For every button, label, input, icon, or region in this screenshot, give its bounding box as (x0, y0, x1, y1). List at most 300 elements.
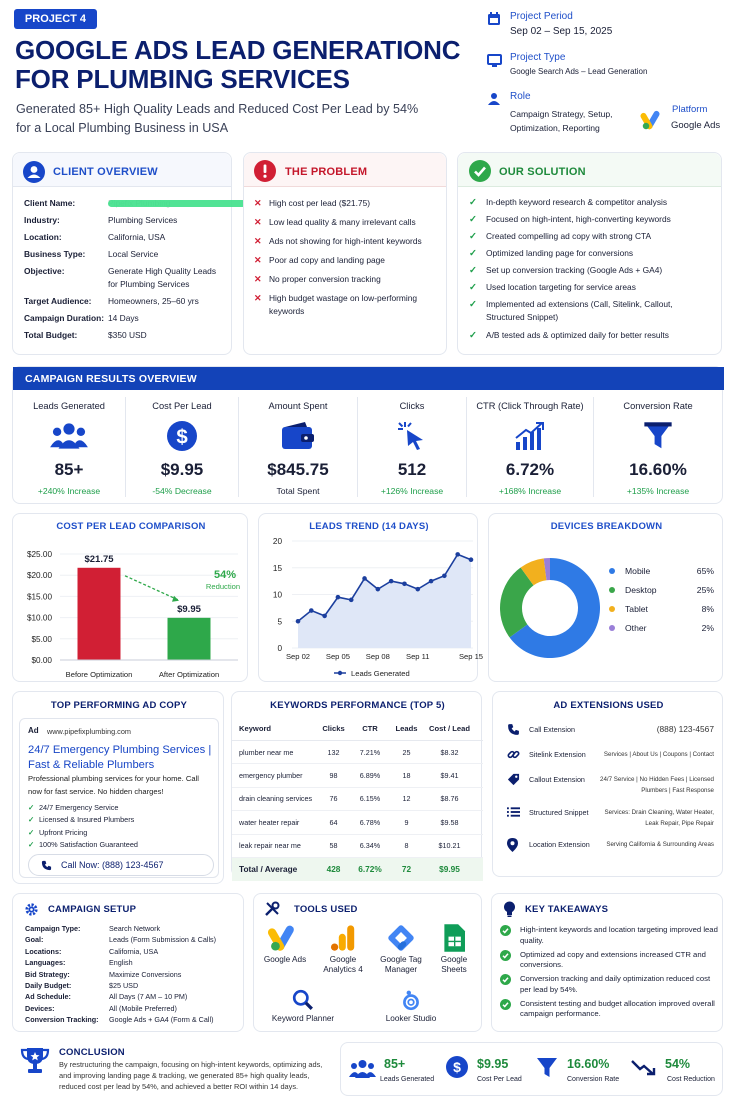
x-tick-label: Sep 15 (458, 652, 484, 661)
ad-feature-item (28, 802, 213, 814)
extension-sitelink-extension (493, 744, 724, 769)
table-cell: 6.78% (359, 817, 381, 827)
stat-conversion (536, 1055, 631, 1087)
setup-value: Google Ads + GA4 (Form & Call) (109, 1015, 214, 1025)
platform-label: Platform (672, 104, 708, 115)
x-category-label: Before Optimization (65, 670, 133, 679)
ad-copy-title: TOP PERFORMING AD COPY (50, 700, 188, 711)
google-ads-logo-icon (642, 110, 664, 130)
table-cell: 132 (327, 747, 340, 757)
users-icon (13, 419, 125, 453)
page-subtitle (16, 100, 418, 138)
takeaways-list (500, 925, 718, 1023)
project-meta (486, 9, 726, 139)
column-header: Clicks (322, 724, 345, 733)
dollar-icon (446, 1056, 468, 1078)
x-category-label: After Optimization (158, 670, 220, 679)
type-value: Google Search Ads – Lead Generation (510, 67, 648, 76)
extension-value: 24/7 Service | No Hidden Fees | Licensed Plumbers | Fast Response (600, 776, 714, 794)
problem-item (254, 254, 442, 273)
tool-google-ads (258, 924, 312, 965)
setup-label: Campaign Type: (25, 924, 81, 933)
kpi-change: -54% Decrease (152, 486, 212, 496)
google-ads-icon (270, 924, 300, 952)
table-cell: 76 (329, 794, 338, 804)
x-icon: ✕ (254, 255, 262, 265)
client-row-label: Total Budget: (24, 330, 78, 340)
table-row (232, 741, 483, 764)
extension-callout-extension (493, 769, 724, 802)
takeaway-text: Optimized ad copy and extensions increased CTR and conversions. (520, 949, 706, 969)
leads-trend-title: LEADS TREND (14 DAYS) (309, 521, 429, 532)
setup-label: Devices: (25, 1003, 55, 1013)
call-now-button[interactable] (28, 854, 214, 876)
kpi-value: 85+ (54, 460, 84, 479)
extension-call-extension (493, 719, 724, 744)
legend-pct: 2% (701, 622, 714, 633)
calendar-icon (487, 12, 501, 26)
page-title-line-2: FOR PLUMBING SERVICES (15, 64, 350, 94)
check-icon: ✓ (28, 827, 35, 837)
x-tick-label: Sep 02 (285, 652, 311, 661)
trend-point (402, 582, 407, 587)
kpi-amount-spent (239, 397, 358, 497)
extension-value: Services: Drain Cleaning, Water Heater, Leak Repair, Pipe Repair (604, 809, 714, 827)
tool-google-analytics (316, 924, 370, 975)
kpi-change: +168% Increase (498, 486, 562, 496)
person-icon (487, 92, 501, 106)
table-row (232, 788, 483, 811)
total-cell: 72 (401, 864, 412, 875)
trophy-icon (20, 1047, 50, 1075)
tool-label: Google Analytics 4 (323, 955, 363, 974)
client-row (24, 248, 229, 265)
solution-item (469, 329, 719, 346)
check-circle-icon (500, 999, 512, 1011)
setup-row (25, 946, 240, 957)
check-icon: ✓ (469, 282, 477, 293)
check-circle-icon (469, 160, 491, 182)
trend-point (389, 579, 394, 584)
link-icon (507, 748, 520, 761)
kpi-row (13, 391, 724, 503)
problem-title: THE PROBLEM (285, 166, 368, 178)
table-cell: 6.89% (359, 771, 381, 781)
check-icon: ✓ (469, 299, 477, 310)
solution-item (469, 213, 719, 230)
stat-value: 85+ (384, 1057, 406, 1071)
client-row-value: Generate High Quality Leads for Plumbing Services (108, 266, 217, 289)
table-cell: 18 (402, 771, 411, 781)
trend-point (469, 557, 474, 562)
period-label: Project Period (510, 11, 573, 22)
tool-label: Google Sheets (440, 955, 468, 974)
x-icon: ✕ (254, 274, 262, 284)
solution-item (469, 247, 719, 264)
kpi-cost-per-lead (126, 397, 239, 497)
table-cell: 6.15% (359, 794, 381, 804)
solution-text: Set up conversion tracking (Google Ads + GA4) (486, 265, 663, 275)
growth-chart-icon (467, 419, 593, 453)
solution-item (469, 298, 719, 329)
y-tick-label: $5.00 (31, 634, 52, 644)
setup-value: All Days (7 AM – 10 PM) (109, 992, 188, 1002)
cpl-chart-card (12, 513, 248, 682)
check-icon: ✓ (469, 197, 477, 208)
solution-title: OUR SOLUTION (499, 166, 586, 178)
takeaway-item (500, 925, 718, 950)
legend-dot (609, 587, 615, 593)
client-row (24, 214, 229, 231)
takeaways-card (491, 893, 723, 1032)
setup-row (25, 957, 240, 968)
phone-icon (41, 860, 52, 871)
y-tick-label: 10 (272, 590, 282, 600)
setup-row (25, 923, 240, 934)
client-row-label: Business Type: (24, 249, 86, 259)
takeaway-text: Consistent testing and budget allocation improved overall campaign performance. (520, 998, 715, 1018)
legend-item-desktop (609, 580, 714, 599)
check-icon: ✓ (469, 248, 477, 259)
kpi-change: +126% Increase (380, 486, 444, 496)
ad-feature-item (28, 814, 213, 826)
table-cell: 64 (329, 817, 338, 827)
client-row-label: Objective: (24, 266, 65, 276)
client-row-value: California, USA (108, 232, 166, 242)
trend-point (362, 576, 367, 581)
table-row (232, 764, 483, 787)
legend-label: Leads Generated (351, 669, 410, 678)
legend-name: Desktop (625, 584, 657, 595)
table-cell: 8 (404, 841, 409, 851)
ad-feature-text: Upfront Pricing (39, 827, 88, 837)
client-row (24, 295, 229, 312)
setup-row (25, 991, 240, 1002)
kpi-label: Clicks (399, 401, 425, 411)
tool-label: Google Tag Manager (380, 955, 422, 974)
tool-looker-studio (374, 989, 448, 1023)
trend-point (429, 579, 434, 584)
solution-item (469, 196, 719, 213)
setup-value: $25 USD (109, 980, 139, 990)
kpi-value: 16.60% (629, 460, 687, 479)
looker-studio-icon (400, 989, 422, 1011)
solution-card (457, 152, 722, 355)
table-cell: emergency plumber (239, 771, 303, 781)
subtitle-line-1: Generated 85+ High Quality Leads and Reduced Cost Per Lead by 54% (16, 102, 419, 116)
funnel-icon (594, 419, 722, 453)
stat-reduction (631, 1055, 721, 1087)
results-card (12, 366, 723, 504)
setup-label: Languages: (25, 958, 66, 968)
total-cell: 428 (326, 864, 341, 875)
devices-legend (609, 561, 714, 637)
devices-card (488, 513, 723, 682)
x-icon: ✕ (254, 217, 262, 227)
cursor-icon (358, 419, 466, 453)
x-tick-label: Sep 08 (365, 652, 390, 661)
trend-point (322, 614, 327, 619)
check-icon: ✓ (28, 803, 35, 812)
ad-preview (19, 718, 219, 878)
keywords-title: KEYWORDS PERFORMANCE (TOP 5) (270, 700, 445, 711)
client-rows (24, 197, 229, 346)
trend-point (349, 598, 354, 603)
client-row-value: Local Service (108, 249, 159, 259)
ad-feature-item (28, 827, 213, 839)
kpi-value: 6.72% (505, 460, 555, 479)
leads-trend-card (258, 513, 484, 682)
setup-title: CAMPAIGN SETUP (48, 904, 137, 915)
x-tick-label: Sep 05 (325, 652, 350, 661)
extensions-title: AD EXTENSIONS USED (553, 700, 664, 711)
client-row-label: Location: (24, 232, 62, 242)
trend-point (415, 587, 420, 592)
client-row-label: Industry: (24, 215, 60, 225)
google-sheets-icon (443, 924, 465, 952)
table-cell: $8.76 (440, 794, 459, 804)
problem-item (254, 273, 442, 292)
table-cell: 25 (402, 747, 411, 757)
kpi-label: CTR (Click Through Rate) (476, 401, 584, 411)
funnel-icon (536, 1057, 558, 1079)
ad-description: Professional plumbing services for your home. Call now for fast service. No hidden charges! (28, 774, 199, 796)
x-icon: ✕ (254, 293, 262, 303)
total-cell: Total / Average (239, 864, 298, 875)
y-tick-label: $10.00 (26, 613, 52, 623)
kpi-value: $9.95 (160, 460, 204, 479)
legend-name: Tablet (625, 603, 648, 614)
tag-icon (507, 773, 520, 786)
setup-row (25, 980, 240, 991)
conclusion-section (12, 1041, 337, 1096)
ad-url: www.pipefixplumbing.com (47, 727, 131, 736)
bar-before (78, 568, 121, 660)
cpl-bar-chart (13, 514, 249, 683)
tool-keyword-planner (266, 989, 340, 1023)
ad-headline[interactable]: 24/7 Emergency Plumbing Services | Fast & Reliable Plumbers (28, 744, 212, 771)
solution-text: A/B tested ads & optimized daily for better results (486, 330, 669, 340)
keywords-table (232, 717, 483, 881)
svg-text:$: $ (176, 425, 188, 449)
stat-value: 16.60% (567, 1057, 610, 1071)
type-label: Project Type (510, 52, 566, 63)
extensions-card (492, 691, 723, 877)
google-tag-manager-icon (387, 924, 415, 952)
problem-text: Low lead quality & many irrelevant calls (269, 217, 416, 227)
check-icon: ✓ (469, 265, 477, 276)
setup-label: Goal: (25, 935, 44, 945)
column-header: Leads (395, 724, 418, 733)
y-tick-label: 15 (272, 563, 282, 573)
trend-point (336, 595, 341, 600)
role-value-line-1: Campaign Strategy, Setup, (510, 109, 613, 119)
tools-card (253, 893, 482, 1032)
subtitle-line-2: for a Local Plumbing Business in USA (16, 121, 229, 135)
svg-text:$: $ (453, 1059, 461, 1075)
problem-item (254, 216, 442, 235)
problem-item (254, 292, 442, 322)
trend-point (309, 608, 314, 613)
conclusion-title: CONCLUSION (59, 1047, 125, 1058)
problem-text: No proper conversion tracking (269, 274, 381, 284)
y-tick-label: 20 (272, 537, 282, 546)
column-header: Cost / Lead (429, 724, 470, 733)
setup-rows (25, 923, 240, 1026)
client-row-label: Client Name: (24, 198, 76, 208)
ad-features (28, 802, 213, 851)
solution-text: In-depth keyword research & competitor analysis (486, 197, 668, 207)
kpi-conversion-rate (594, 397, 722, 497)
y-tick-label: $25.00 (26, 550, 52, 559)
check-icon: ✓ (28, 815, 35, 825)
setup-card (12, 893, 244, 1032)
monitor-icon (487, 54, 502, 68)
legend-item-tablet (609, 599, 714, 618)
table-cell: $9.58 (440, 817, 459, 827)
extension-structured-snippet (493, 802, 724, 834)
x-tick-label: Sep 11 (406, 652, 430, 661)
y-tick-label: $0.00 (31, 656, 52, 665)
check-circle-icon (500, 950, 512, 962)
total-cell: $9.95 (439, 864, 460, 875)
setup-value: Search Network (109, 924, 161, 933)
check-icon: ✓ (469, 214, 477, 225)
table-row (232, 811, 483, 834)
solution-text: Implemented ad extensions (Call, Sitelink, Callout, Structured Snippet) (486, 299, 673, 322)
problem-text: High cost per lead ($21.75) (269, 198, 371, 208)
trend-point (442, 573, 447, 578)
kpi-label: Cost Per Lead (152, 401, 212, 411)
legend-dot (609, 606, 615, 612)
client-row (24, 265, 229, 295)
table-cell: plumber near me (239, 747, 294, 757)
y-tick-label: $20.00 (26, 571, 52, 581)
extension-name: Callout Extension (529, 775, 585, 784)
ad-copy-card (12, 691, 224, 884)
cpl-chart-title: COST PER LEAD COMPARISON (56, 521, 206, 532)
y-tick-label: $15.00 (26, 592, 52, 602)
solution-item (469, 230, 719, 247)
legend-pct: 65% (696, 565, 714, 576)
y-tick-label: 5 (277, 617, 282, 627)
kpi-label: Leads Generated (33, 401, 105, 411)
stat-value: 54% (665, 1057, 691, 1071)
kpi-value: $845.75 (267, 460, 329, 479)
devices-title: DEVICES BREAKDOWN (550, 521, 663, 532)
column-header: CTR (362, 724, 378, 733)
setup-label: Daily Budget: (25, 980, 72, 990)
table-cell: 9 (404, 817, 409, 827)
keywords-card (231, 691, 482, 877)
call-now-label: Call Now: (888) 123-4567 (61, 860, 164, 870)
ad-feature-text: Licensed & Insured Plumbers (39, 815, 135, 825)
setup-row (25, 1003, 240, 1014)
setup-value: Leads (Form Submission & Calls) (109, 935, 217, 945)
magnifier-icon (292, 989, 314, 1011)
table-cell: leak repair near me (239, 841, 301, 851)
gear-icon (24, 902, 39, 917)
setup-label: Ad Schedule: (25, 992, 71, 1002)
check-circle-icon (500, 974, 512, 986)
user-circle-icon (23, 161, 45, 183)
problem-item (254, 235, 442, 254)
list-icon (507, 806, 520, 818)
problem-item (254, 197, 442, 216)
ad-feature-text: 100% Satisfaction Guaranteed (39, 839, 138, 849)
solution-list (469, 196, 719, 346)
client-row-label: Target Audience: (24, 296, 92, 306)
kpi-leads-generated (13, 397, 126, 497)
conclusion-stats (340, 1042, 723, 1096)
table-cell: drain cleaning services (239, 794, 313, 804)
table-cell: 12 (402, 794, 411, 804)
table-cell: 6.34% (359, 841, 381, 851)
ad-feature-item (28, 839, 213, 851)
solution-item (469, 281, 719, 298)
extension-value: (888) 123-4567 (656, 724, 714, 734)
total-cell: 6.72% (358, 864, 382, 875)
trend-down-icon (631, 1059, 655, 1077)
setup-value: California, USA (109, 946, 159, 956)
platform-value: Google Ads (671, 120, 721, 131)
x-icon: ✕ (254, 236, 262, 246)
solution-text: Used location targeting for service areas (486, 282, 636, 292)
extension-value: Serving California & Surrounding Areas (606, 841, 714, 848)
problem-text: High budget wastage on low-performing keywords (269, 293, 418, 316)
check-circle-icon (500, 925, 512, 937)
x-icon: ✕ (254, 198, 262, 208)
legend-pct: 25% (696, 584, 714, 595)
check-icon: ✓ (469, 330, 477, 341)
tool-label: Keyword Planner (271, 1014, 335, 1023)
extension-name: Structured Snippet (529, 808, 589, 817)
client-overview-card (12, 152, 232, 355)
problem-text: Poor ad copy and landing page (269, 255, 385, 265)
check-icon: ✓ (469, 231, 477, 242)
check-icon: ✓ (28, 839, 35, 849)
kpi-label: Amount Spent (268, 401, 328, 411)
extension-name: Sitelink Extension (529, 750, 586, 759)
kpi-clicks (358, 397, 467, 497)
extension-value: Services | About Us | Coupons | Contact (603, 751, 714, 758)
redaction-highlight (108, 200, 246, 207)
legend-item-other (609, 618, 714, 637)
extension-name: Call Extension (529, 725, 575, 734)
takeaway-text: Conversion tracking and daily optimization reduced cost per lead by 54%. (520, 974, 711, 994)
kpi-value: 512 (397, 460, 427, 479)
setup-row (25, 969, 240, 980)
column-header: Keyword (239, 724, 272, 733)
problem-card (243, 152, 447, 355)
client-overview-title: CLIENT OVERVIEW (53, 166, 158, 178)
wallet-icon (239, 419, 357, 453)
pin-icon (507, 838, 518, 852)
users-icon (349, 1059, 376, 1079)
page-title (15, 36, 460, 94)
results-title: CAMPAIGN RESULTS OVERVIEW (25, 373, 197, 385)
role-label: Role (510, 91, 531, 102)
table-total-row (232, 858, 483, 881)
stat-label: Leads Generated (380, 1076, 435, 1083)
project-badge: PROJECT 4 (14, 9, 97, 29)
tools-icon (264, 901, 280, 917)
stat-leads (349, 1055, 437, 1087)
trend-point (455, 552, 460, 557)
conclusion-text: By restructuring the campaign, focusing on high-intent keywords, optimizing ads, and improving landing page & tracking, we generated 85+ high quality leads, reduced cost per lead by 54%, and achieved a better ROI within 14 days. (59, 1060, 323, 1091)
table-cell: $10.21 (438, 841, 461, 851)
problem-text: Ads not showing for high-intent keywords (269, 236, 422, 246)
